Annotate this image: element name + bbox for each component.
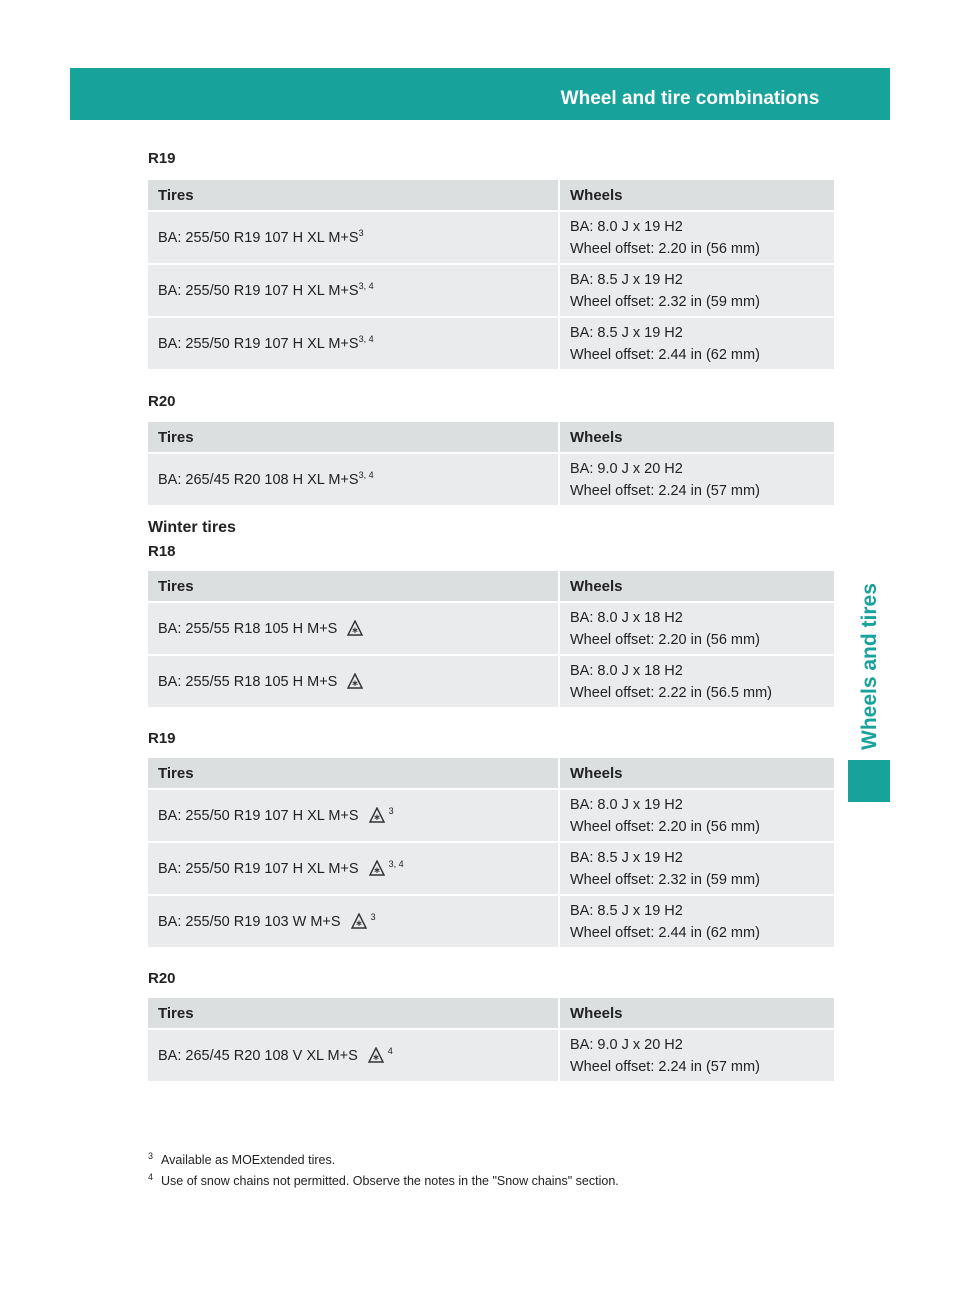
size-heading: R18 (148, 543, 176, 560)
tire-spec: BA: 255/55 R18 105 H M+S (158, 620, 338, 637)
wheel-offset: Wheel offset: 2.20 in (56 mm) (570, 818, 760, 835)
column-header-tires: Tires (148, 998, 560, 1028)
wheel-spec: BA: 8.5 J x 19 H2 (570, 271, 683, 288)
table-header-row (148, 180, 834, 210)
wheel-cell (560, 212, 834, 263)
table-row (148, 212, 834, 263)
wheel-spec: BA: 8.5 J x 19 H2 (570, 324, 683, 341)
wheel-offset: Wheel offset: 2.20 in (56 mm) (570, 631, 760, 648)
wheel-spec: BA: 8.5 J x 19 H2 (570, 902, 683, 919)
table-row (148, 843, 834, 894)
tire-spec: BA: 265/45 R20 108 V XL M+S (158, 1047, 358, 1064)
mountain-snowflake-icon (368, 1047, 384, 1063)
table-row (148, 656, 834, 707)
footnote-ref: 4 (387, 1045, 393, 1056)
column-header-tires: Tires (148, 571, 560, 601)
footnote-ref: 3, 4 (358, 469, 374, 480)
side-tab-label: Wheels and tires (858, 583, 881, 750)
tire-wheel-table (148, 996, 834, 1083)
wheel-cell (560, 896, 834, 947)
header-bar (70, 68, 949, 120)
section-heading-winter-tires: Winter tires (148, 519, 236, 536)
page-number: 417 (917, 88, 949, 109)
footnote-number: 4 (148, 1172, 154, 1183)
size-heading: R20 (148, 393, 176, 410)
mountain-snowflake-icon (347, 620, 363, 636)
wheel-spec: BA: 9.0 J x 20 H2 (570, 460, 683, 477)
column-header-tires: Tires (148, 422, 560, 452)
wheel-cell (560, 790, 834, 841)
footnote-text: Available as MOExtended tires. (161, 1153, 336, 1168)
footnote-ref: 3, 4 (358, 333, 374, 344)
footnote-number: 3 (148, 1151, 154, 1161)
tire-cell (148, 265, 560, 316)
wheel-cell (560, 1030, 834, 1081)
tire-spec: BA: 255/50 R19 107 H XL M+S (158, 860, 359, 877)
wheel-spec: BA: 8.0 J x 18 H2 (570, 662, 683, 679)
wheel-cell (560, 603, 834, 654)
tire-spec: BA: 255/50 R19 107 H XL M+S (158, 229, 359, 246)
footnote-ref: 3 (388, 805, 394, 816)
mountain-snowflake-icon (351, 913, 367, 929)
wheel-offset: Wheel offset: 2.24 in (57 mm) (570, 1058, 760, 1075)
table-header-row (148, 571, 834, 601)
tire-spec: BA: 255/50 R19 103 W M+S (158, 913, 341, 930)
page-title: Wheel and tire combinations (560, 88, 820, 109)
table-row (148, 896, 834, 947)
tire-wheel-table (148, 178, 834, 371)
header-divider (898, 78, 900, 120)
column-header-wheels: Wheels (560, 180, 834, 210)
tire-wheel-table (148, 420, 834, 507)
wheel-spec: BA: 8.0 J x 19 H2 (570, 796, 683, 813)
table-header-row (148, 758, 834, 788)
wheel-offset: Wheel offset: 2.44 in (62 mm) (570, 924, 760, 941)
wheel-cell (560, 265, 834, 316)
wheel-cell (560, 656, 834, 707)
footnotes (148, 1148, 619, 1190)
wheel-offset: Wheel offset: 2.24 in (57 mm) (570, 482, 760, 499)
tire-cell (148, 896, 560, 947)
tire-wheel-table (148, 569, 834, 709)
table-row (148, 318, 834, 369)
tire-spec: BA: 265/45 R20 108 H XL M+S (158, 471, 359, 488)
table-header-row (148, 998, 834, 1028)
footnote-ref: 3 (370, 911, 376, 922)
size-heading: R19 (148, 730, 176, 747)
wheel-spec: BA: 8.0 J x 19 H2 (570, 218, 683, 235)
table-row (148, 603, 834, 654)
wheel-offset: Wheel offset: 2.32 in (59 mm) (570, 293, 760, 310)
side-tab-marker (848, 760, 890, 802)
table-row (148, 454, 834, 505)
column-header-tires: Tires (148, 180, 560, 210)
column-header-wheels: Wheels (560, 998, 834, 1028)
tire-cell (148, 790, 560, 841)
mountain-snowflake-icon (369, 860, 385, 876)
footnote-ref: 3, 4 (358, 280, 374, 291)
tire-wheel-table (148, 756, 834, 949)
column-header-wheels: Wheels (560, 758, 834, 788)
footnote (148, 1169, 619, 1190)
column-header-tires: Tires (148, 758, 560, 788)
tire-spec: BA: 255/55 R18 105 H M+S (158, 673, 338, 690)
tire-spec: BA: 255/50 R19 107 H XL M+S (158, 335, 359, 352)
tire-cell (148, 1030, 560, 1081)
wheel-spec: BA: 9.0 J x 20 H2 (570, 1036, 683, 1053)
mountain-snowflake-icon (347, 673, 363, 689)
wheel-offset: Wheel offset: 2.44 in (62 mm) (570, 346, 760, 363)
mountain-snowflake-icon (369, 807, 385, 823)
tire-cell (148, 318, 560, 369)
table-row (148, 1030, 834, 1081)
tire-cell (148, 656, 560, 707)
wheel-offset: Wheel offset: 2.20 in (56 mm) (570, 240, 760, 257)
wheel-cell (560, 843, 834, 894)
wheel-offset: Wheel offset: 2.32 in (59 mm) (570, 871, 760, 888)
wheel-spec: BA: 8.5 J x 19 H2 (570, 849, 683, 866)
table-row (148, 790, 834, 841)
wheel-cell (560, 454, 834, 505)
tire-cell (148, 454, 560, 505)
tire-cell (148, 212, 560, 263)
footnote-ref: 3 (358, 227, 364, 238)
wheel-cell (560, 318, 834, 369)
tire-cell (148, 843, 560, 894)
footnote (148, 1148, 619, 1169)
table-row (148, 265, 834, 316)
tire-cell (148, 603, 560, 654)
wheel-offset: Wheel offset: 2.22 in (56.5 mm) (570, 684, 773, 701)
tire-spec: BA: 255/50 R19 107 H XL M+S (158, 807, 359, 824)
size-heading: R19 (148, 150, 176, 167)
tire-spec: BA: 255/50 R19 107 H XL M+S (158, 282, 359, 299)
wheel-spec: BA: 8.0 J x 18 H2 (570, 609, 683, 626)
footnote-text: Use of snow chains not permitted. Observe the notes in the "Snow chains" section. (161, 1174, 619, 1189)
size-heading: R20 (148, 970, 176, 987)
column-header-wheels: Wheels (560, 571, 834, 601)
footnote-ref: 3, 4 (388, 858, 404, 869)
table-header-row (148, 422, 834, 452)
column-header-wheels: Wheels (560, 422, 834, 452)
